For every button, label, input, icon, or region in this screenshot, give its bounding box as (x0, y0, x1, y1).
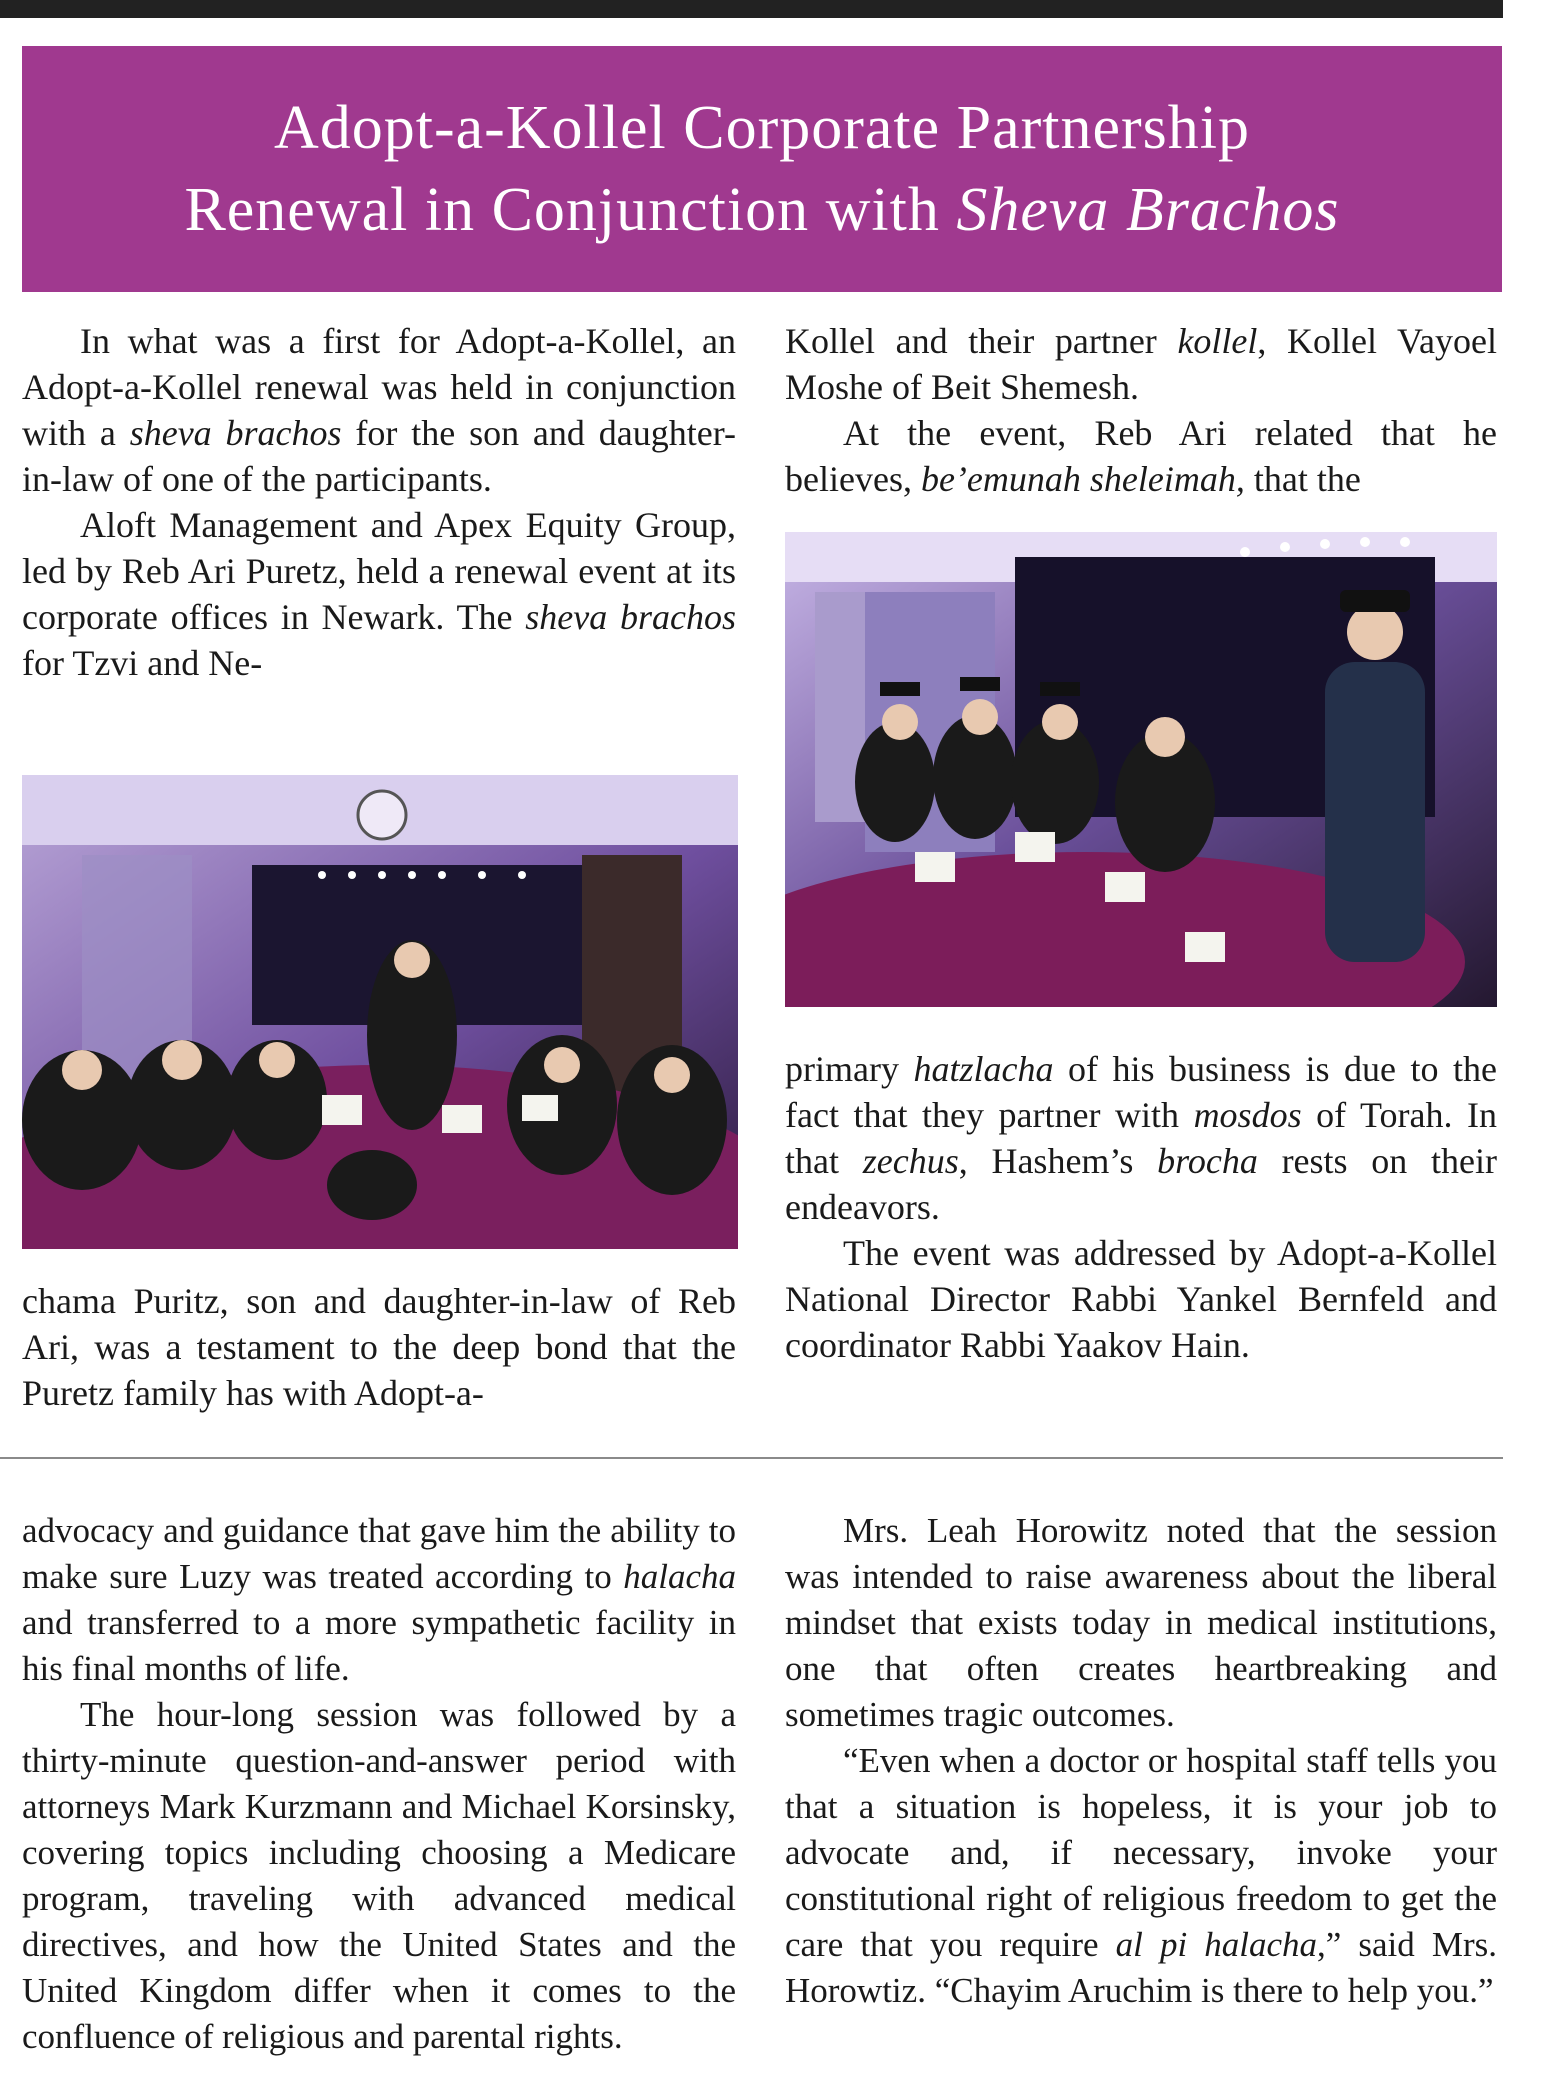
article1-paragraph-4 (785, 410, 1497, 502)
article2-column1 (22, 1508, 736, 2060)
article2-paragraph-2: The hour-long session was followed by a thirty-minute question-and-answer period with attorneys Mark Kurzmann and Michael Korsinsky, covering topics including choosing a Medicare program, traveling with advanced medical directives, and how the United States and the United Kingdom differ when it comes to the confluence of religious and parental rights. (22, 1695, 736, 2056)
italic-run: sheva brachos (525, 597, 736, 637)
headline-line-2-italic: Sheva Brachos (956, 176, 1340, 244)
text-run: primary (785, 1049, 914, 1089)
italic-run: hatzlacha (913, 1049, 1054, 1089)
italic-run: mosdos (1193, 1095, 1302, 1135)
text-run: , Hashem’s (958, 1141, 1158, 1181)
event-photo-left (22, 775, 738, 1249)
article1-paragraph-2 (22, 502, 736, 686)
event-photo-left-image (22, 775, 738, 1249)
italic-run: kollel (1177, 321, 1258, 361)
article1-paragraph-3-continued (785, 318, 1497, 410)
article1-paragraph-5: The event was addressed by Adopt-a-Kollel National Director Rabbi Yankel Bernfeld and coordinator Rabbi Yaakov Hain. (785, 1233, 1497, 1365)
article2-paragraph-4 (785, 1738, 1497, 2014)
text-run: of his business is due to the fact that they partner with (785, 1049, 1497, 1135)
text-run: for the son and daughter-in-law of one of the participants. (22, 413, 736, 499)
text-run: Kollel and their partner (785, 321, 1178, 361)
italic-run: halacha (623, 1557, 736, 1596)
text-run: and transferred to a more sympathetic facility in his final months of life. (22, 1603, 736, 1688)
text-run: rests on their endeavors. (785, 1141, 1497, 1227)
event-photo-right-image (785, 532, 1497, 1007)
article2-column2 (785, 1508, 1497, 2014)
text-run: “Even when a doctor or hospital staff tells you that a situation is hopeless, it is your job to advocate and, if necessary, invoke your constitutional right of religious freedom to get the care that you require (785, 1741, 1497, 1964)
headline-banner (22, 46, 1502, 292)
article2-paragraph-3: Mrs. Leah Horowitz noted that the session was intended to raise awareness about the liberal mindset that exists today in medical institutions, one that often creates heartbreaking and sometimes tragic outcomes. (785, 1511, 1497, 1734)
text-run: advocacy and guidance that gave him the ability to make sure Luzy was treated according to (22, 1511, 736, 1596)
text-run: Aloft Management and Apex Equity Group, led by Reb Ari Puretz, held a renewal event at its corporate offices in Newark. The (22, 505, 736, 637)
text-run: At the event, Reb Ari related that he believes, (785, 413, 1497, 499)
article2-paragraph-1-continued (22, 1508, 736, 1692)
italic-run: be’emunah sheleimah, (920, 459, 1245, 499)
headline-line-1: Adopt-a-Kollel Corporate Partnership (273, 94, 1251, 162)
headline-line-2 (184, 169, 1339, 251)
italic-run: al pi halacha (1115, 1925, 1318, 1964)
article1-paragraph-2-continued: chama Puritz, son and daughter-in-law of Reb Ari, was a testament to the deep bond that the Puretz family has with Adopt-a- (22, 1281, 736, 1413)
article1-column2-bottom (785, 1046, 1497, 1368)
event-photo-right (785, 532, 1497, 1007)
section-divider (0, 1457, 1503, 1459)
article1-paragraph-4-continued (785, 1046, 1497, 1230)
text-run: of Torah. In that (785, 1095, 1497, 1181)
text-run: that the (1244, 459, 1361, 499)
text-run: , Kollel Vayoel Moshe of Beit Shemesh. (785, 321, 1497, 407)
headline-line-2-text: Renewal in Conjunction with (184, 176, 957, 244)
italic-run: sheva brachos (129, 413, 342, 453)
italic-run: brocha (1157, 1141, 1258, 1181)
article1-paragraph-1 (22, 318, 736, 502)
article1-column2-top (785, 318, 1497, 502)
article1-column1-bottom (22, 1278, 736, 1416)
article1-column1-top (22, 318, 736, 686)
text-run: ,” said Mrs. Horowtiz. “Chayim Aruchim is there to help you.” (785, 1925, 1497, 2010)
top-bar (0, 0, 1503, 18)
text-run: In what was a first for Adopt-a-Kollel, an Adopt-a-Kollel renewal was held in conjunction with a (22, 321, 736, 453)
text-run: for Tzvi and Ne- (22, 643, 263, 683)
italic-run: zechus (862, 1141, 959, 1181)
